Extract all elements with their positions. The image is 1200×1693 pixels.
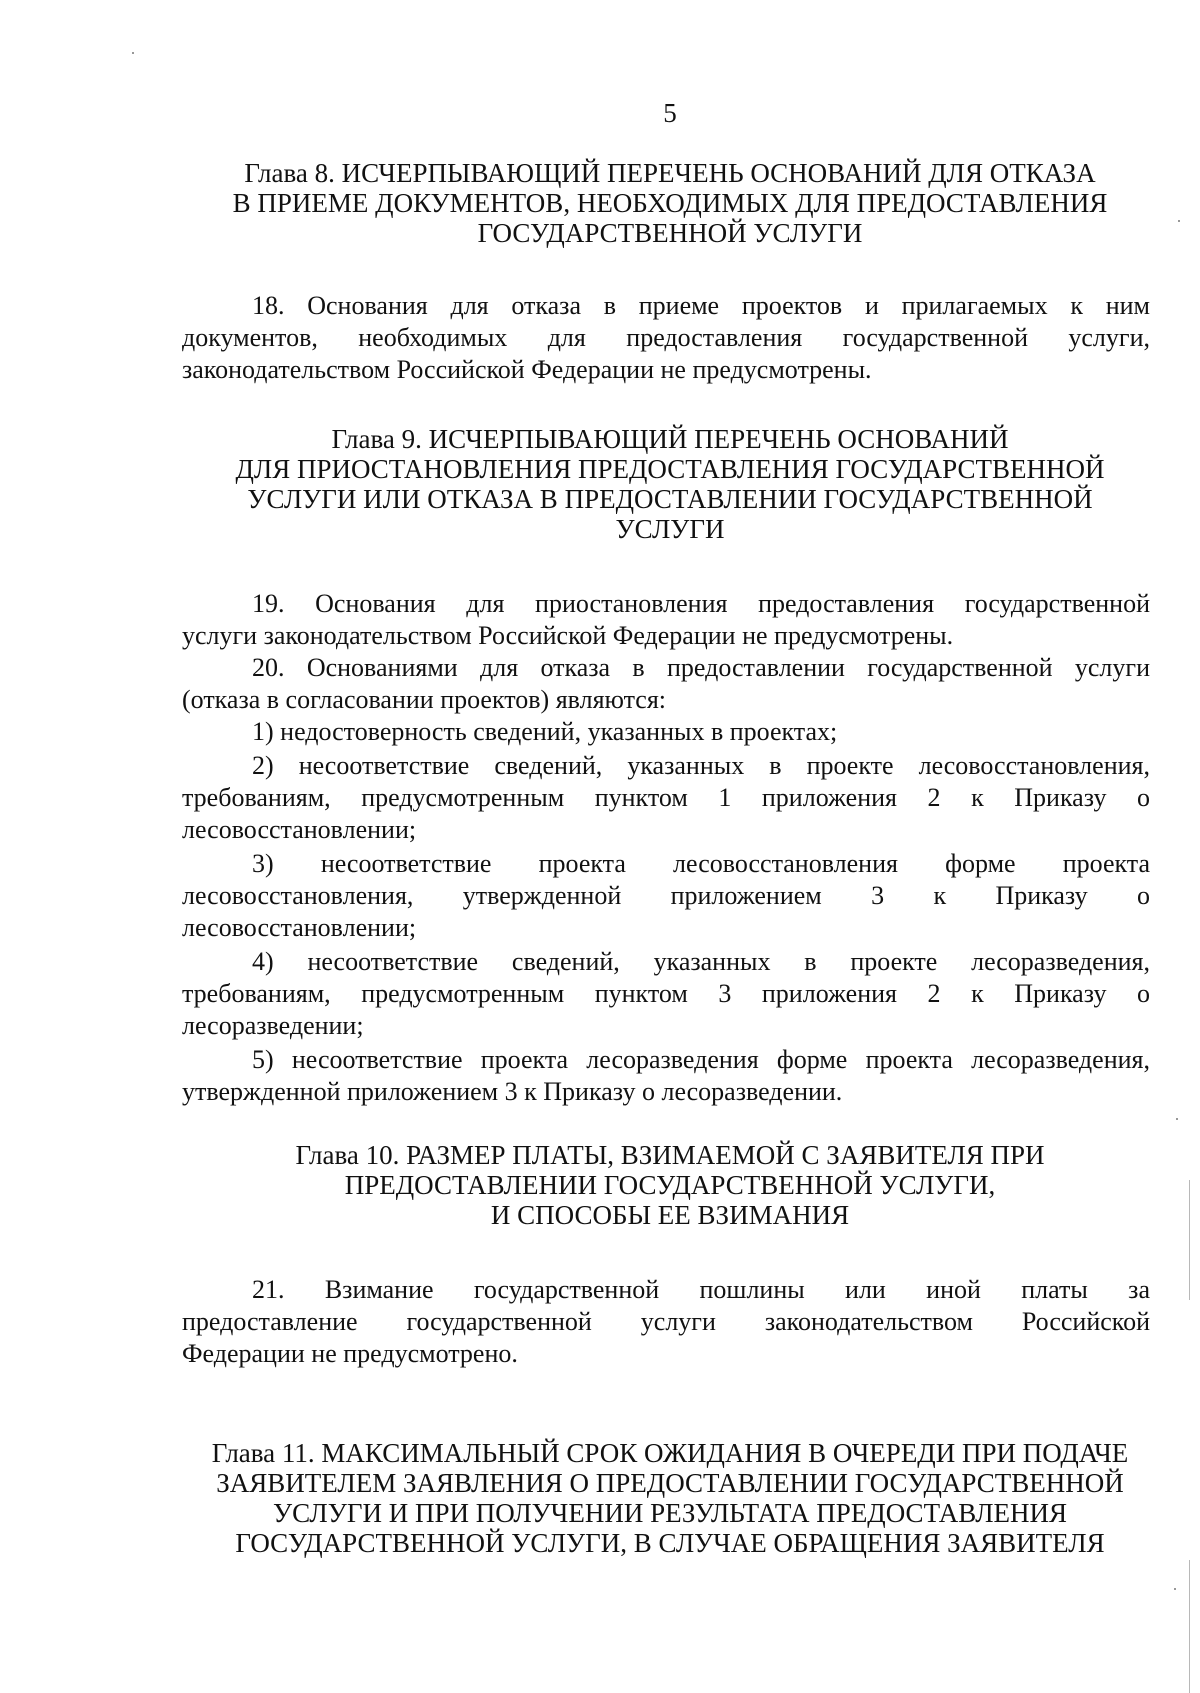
heading-line: ГОСУДАРСТВЕННОЙ УСЛУГИ, В СЛУЧАЕ ОБРАЩЕНИЯ ЗАЯВИТЕЛЯ [235, 1528, 1105, 1558]
paragraph-line: законодательством Российской Федерации не предусмотрены. [182, 355, 872, 384]
paragraph-20 [182, 652, 1150, 716]
paragraph-line: 20. Основаниями для отказа в предоставлении государственной услуги [252, 653, 1150, 682]
paragraph-21 [182, 1274, 1150, 1370]
scan-speck [1178, 220, 1180, 222]
heading-line: ЗАЯВИТЕЛЕМ ЗАЯВЛЕНИЯ О ПРЕДОСТАВЛЕНИИ ГОСУДАРСТВЕННОЙ [216, 1468, 1124, 1498]
heading-line: УСЛУГИ [615, 514, 725, 544]
paragraph-18 [182, 290, 1150, 386]
scan-speck [1176, 1118, 1178, 1120]
paragraph-line: 2) несоответствие сведений, указанных в проекте лесовосстановления, [252, 751, 1150, 780]
chapter-8-heading [170, 158, 1170, 248]
paragraph-line: предоставление государственной услуги законодательством Российской [182, 1307, 1150, 1336]
scan-speck [1174, 1588, 1176, 1590]
heading-line: ПРЕДОСТАВЛЕНИИ ГОСУДАРСТВЕННОЙ УСЛУГИ, [344, 1170, 996, 1200]
paragraph-line: 19. Основания для приостановления предоставления государственной [252, 589, 1150, 618]
heading-line: И СПОСОБЫ ЕЕ ВЗИМАНИЯ [490, 1200, 850, 1230]
paragraph-line: услуги законодательством Российской Федерации не предусмотрены. [182, 621, 954, 650]
list-item-3 [182, 848, 1150, 944]
heading-line: Глава 10. РАЗМЕР ПЛАТЫ, ВЗИМАЕМОЙ С ЗАЯВИТЕЛЯ ПРИ [295, 1140, 1045, 1170]
scan-speck [132, 52, 134, 54]
paragraph-line: лесоразведении; [182, 1011, 364, 1040]
paragraph-line: Федерации не предусмотрено. [182, 1339, 518, 1368]
paragraph-line: лесовосстановления, утвержденной приложением 3 к Приказу о [182, 881, 1150, 910]
paragraph-line: требованиям, предусмотренным пунктом 3 приложения 2 к Приказу о [182, 979, 1150, 1008]
heading-line: ГОСУДАРСТВЕННОЙ УСЛУГИ [477, 218, 863, 248]
heading-line: ДЛЯ ПРИОСТАНОВЛЕНИЯ ПРЕДОСТАВЛЕНИЯ ГОСУДАРСТВЕННОЙ [235, 454, 1105, 484]
heading-line: Глава 8. ИСЧЕРПЫВАЮЩИЙ ПЕРЕЧЕНЬ ОСНОВАНИЙ ДЛЯ ОТКАЗА [244, 158, 1096, 188]
list-item-2 [182, 750, 1150, 846]
paragraph-line: лесовосстановлении; [182, 815, 417, 844]
list-item-1 [182, 716, 1150, 748]
paragraph-line: 21. Взимание государственной пошлины или иной платы за [252, 1275, 1150, 1304]
paragraph-line: 18. Основания для отказа в приеме проектов и прилагаемых к ним [252, 291, 1150, 320]
paragraph-line: 3) несоответствие проекта лесовосстановления форме проекта [252, 849, 1150, 878]
paragraph-19 [182, 588, 1150, 652]
chapter-11-heading [170, 1438, 1170, 1558]
heading-line: Глава 11. МАКСИМАЛЬНЫЙ СРОК ОЖИДАНИЯ В ОЧЕРЕДИ ПРИ ПОДАЧЕ [211, 1438, 1129, 1468]
paragraph-line: 1) недостоверность сведений, указанных в проектах; [252, 717, 838, 746]
chapter-9-heading [170, 424, 1170, 544]
paragraph-line: 5) несоответствие проекта лесоразведения форме проекта лесоразведения, [252, 1045, 1150, 1074]
page-number: 5 [663, 98, 677, 128]
paragraph-line: документов, необходимых для предоставления государственной услуги, [182, 323, 1150, 352]
list-item-5 [182, 1044, 1150, 1108]
paragraph-line: (отказа в согласовании проектов) являются: [182, 685, 667, 714]
heading-line: УСЛУГИ И ПРИ ПОЛУЧЕНИИ РЕЗУЛЬТАТА ПРЕДОСТАВЛЕНИЯ [272, 1498, 1068, 1528]
heading-line: В ПРИЕМЕ ДОКУМЕНТОВ, НЕОБХОДИМЫХ ДЛЯ ПРЕДОСТАВЛЕНИЯ [232, 188, 1108, 218]
scan-edge-line [1189, 1560, 1190, 1693]
paragraph-line: 4) несоответствие сведений, указанных в проекте лесоразведения, [252, 947, 1150, 976]
list-item-4 [182, 946, 1150, 1042]
heading-line: Глава 9. ИСЧЕРПЫВАЮЩИЙ ПЕРЕЧЕНЬ ОСНОВАНИЙ [331, 424, 1009, 454]
chapter-10-heading [170, 1140, 1170, 1230]
paragraph-line: утвержденной приложением 3 к Приказу о лесоразведении. [182, 1077, 843, 1106]
paragraph-line: лесовосстановлении; [182, 913, 417, 942]
scan-edge-line [1189, 1180, 1190, 1300]
heading-line: УСЛУГИ ИЛИ ОТКАЗА В ПРЕДОСТАВЛЕНИИ ГОСУДАРСТВЕННОЙ [247, 484, 1093, 514]
paragraph-line: требованиям, предусмотренным пунктом 1 приложения 2 к Приказу о [182, 783, 1150, 812]
